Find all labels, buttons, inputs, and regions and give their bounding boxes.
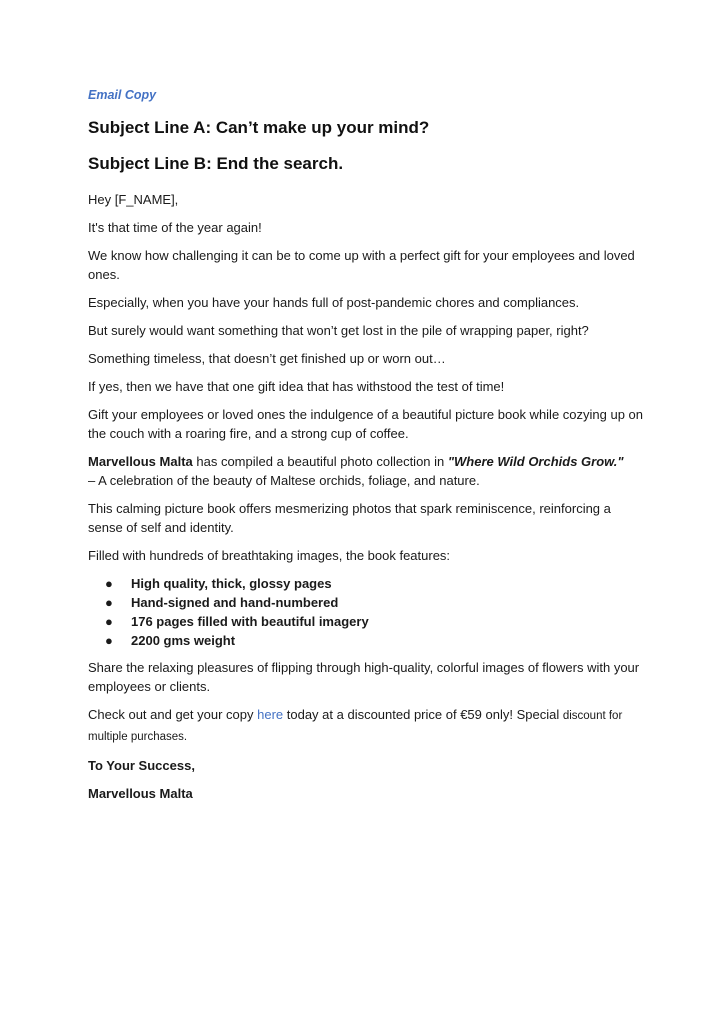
list-item: ● Hand-signed and hand-numbered — [105, 595, 339, 610]
collection-text: has compiled a beautiful photo collection in — [192, 454, 448, 469]
here-link[interactable]: here — [257, 707, 284, 722]
signoff: To Your Success, — [88, 758, 195, 773]
greeting: Hey [F_NAME], — [88, 192, 179, 207]
email-copy-label: Email Copy — [88, 88, 157, 102]
bullet-icon: ● — [105, 633, 113, 648]
paragraph-challenge: We know how challenging it can be to come up with a perfect gift for your employees and loved ones. — [88, 248, 635, 282]
email-document — [88, 88, 648, 812]
list-item: ● High quality, thick, glossy pages — [105, 576, 332, 591]
bullet-icon: ● — [105, 576, 113, 591]
paragraph-call-to-action: Check out and get your copy here today at a discounted price of €59 only! Special discount for multiple purchases. — [88, 707, 623, 743]
discount-note: discount for multiple purchases. — [88, 710, 623, 743]
list-item: ● 176 pages filled with beautiful imagery — [105, 614, 369, 629]
paragraph-gift-idea: If yes, then we have that one gift idea that has withstood the test of time! — [88, 379, 505, 394]
paragraph-share: Share the relaxing pleasures of flipping through high-quality, colorful images of flowers with your employees or clients. — [88, 660, 640, 694]
features-list — [88, 574, 648, 650]
paragraph-collection — [88, 452, 648, 490]
paragraph-something-timeless: Something timeless, that doesn’t get finished up or worn out… — [88, 351, 446, 366]
paragraph-indulgence: Gift your employees or loved ones the indulgence of a beautiful picture book while cozying up on the couch with a roaring fire, and a strong cup of coffee. — [88, 407, 644, 441]
bullet-icon: ● — [105, 595, 113, 610]
list-item: ● 2200 gms weight — [105, 633, 236, 648]
paragraph-calming: This calming picture book offers mesmerizing photos that spark reminiscence, reinforcing a sense of self and identity. — [88, 501, 611, 535]
signature: Marvellous Malta — [88, 786, 193, 801]
brand-name: Marvellous Malta — [88, 454, 193, 469]
collection-description: – A celebration of the beauty of Maltese orchids, foliage, and nature. — [88, 473, 480, 488]
subject-line-a: Subject Line A: Can’t make up your mind? — [88, 118, 430, 137]
paragraph-intro: It's that time of the year again! — [88, 220, 262, 235]
bullet-icon: ● — [105, 614, 113, 629]
book-title: "Where Wild Orchids Grow." — [447, 454, 624, 469]
subject-line-b: Subject Line B: End the search. — [88, 154, 344, 173]
paragraph-timeless-gift: But surely would want something that won’t get lost in the pile of wrapping paper, right? — [88, 323, 589, 338]
paragraph-features-intro: Filled with hundreds of breathtaking images, the book features: — [88, 548, 451, 563]
paragraph-busy: Especially, when you have your hands full of post-pandemic chores and compliances. — [88, 295, 580, 310]
